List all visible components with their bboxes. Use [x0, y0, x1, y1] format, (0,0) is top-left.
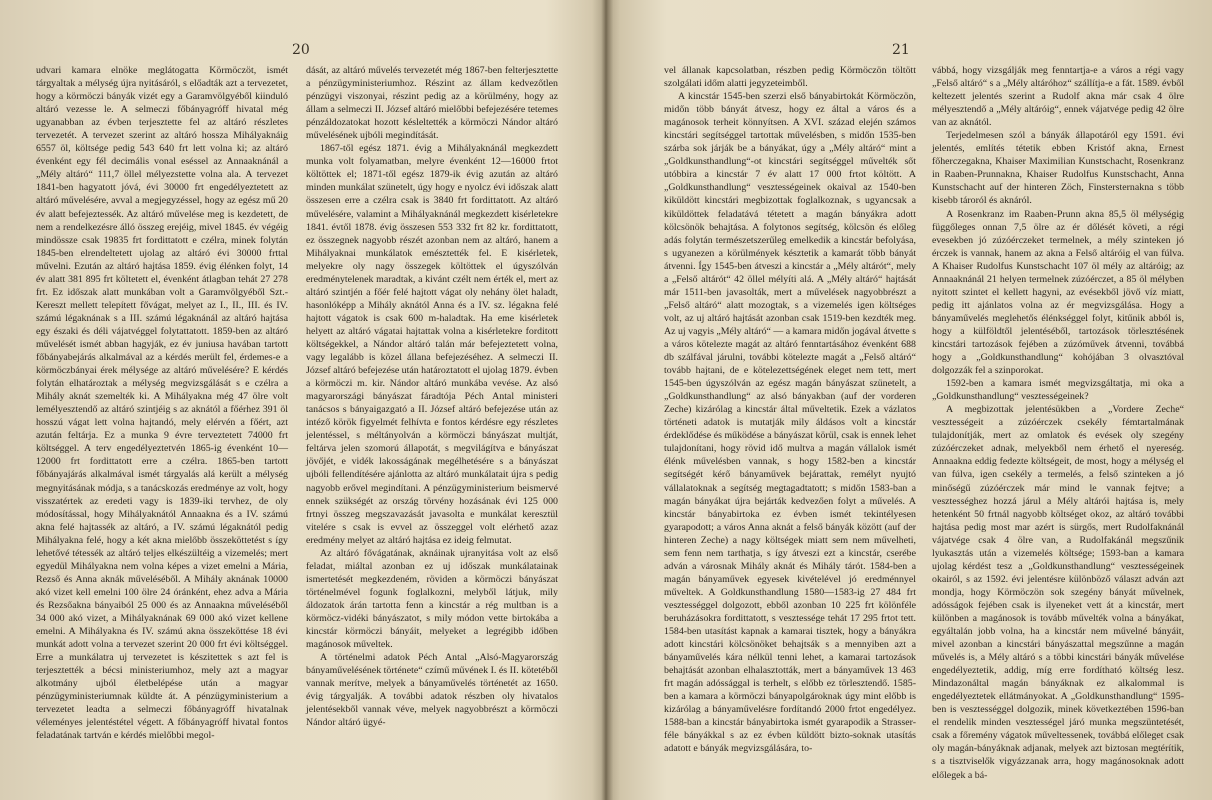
paragraph: Az altáró fővágatának, aknáinak ujranyitása volt az első feladat, miáltal azonban ez uj időszak munkálatainak ismertetését megkezdeném, röviden a körmöczi bányászat történelmével fogunk foglalkozni, melyből látjuk, mily áldozatok árán tartotta fenn a kincstár a rég multban is a körmöcz-vidéki bányászatot, s mily módon vette birtokába a kincstár körmöczi bányáit, melyeket a legrégibb időben magánosok műveltek. [306, 547, 558, 651]
paragraph: vel állanak kapcsolatban, részben pedig Körmöczön töltött szolgálati időm alatti jegyzeteimből. [664, 65, 916, 90]
left-page [0, 0, 604, 800]
paragraph: Terjedelmesen szól a bányák állapotáról egy 1591. évi jelentés, említés tétetik ebben Kristóf akna, Ernest főherczegakna, Khaiser Maximilian Kunstschacht, Rosenkranz in Raaben-Prunnakna, Khaiser Rudolfus Kunstschacht, Anna Kunstschacht auf der hinteren Zöch, Finstersternakna s több kisebb tároról és aknáról. [932, 130, 1184, 207]
paragraph: udvari kamara elnöke meglátogatta Körmöczöt, ismét tárgyaltak a mélység újra nyitásáról, s előadták azt a tervezetet, hogy a körmöczi bányák vizét egy a Garamvölgyéből kiinduló altáró vezesse le. A selmeczi főbányagróff hivatal még ugyanabban az évben terjesztette fel az altáró részletes tervezetét. A tervezet szerint az altáró hossza Mihályaknáig 6557 öl, költsége pedig 543 640 frt lett volna ki; az altáró évenként egy fél decimális vonal eséssel az Annaaknánál a „Mély altáró“ 111,7 öllel mélyezstette volna ala. A tervezet 1841-ben hagyatott jóvá, évi 30000 frt engedélyeztetett az altáró művelésére, avval a megjegyzéssel, hogy az egész mű 20 év alatt befejeztessék. Az altáró művelése meg is kezdetett, de nem a rendelkezésre álló összeg erejéig, mivel 1845. év végéig mindössze csak 19835 frt fordittatott e czélra, minek folytán 1845-ben elrendeltetett ujolag az altáró évi 30000 frttal művelni. Ezután az altáró hajtása 1859. évig élénken folyt, 14 év alatt 381 895 frt költetett el, évenként átlagban tehát 27 278 frt. Ez időszak alatt munkában volt a Garamvölgyéből Szt.-Kereszt mellett telepített fővágat, melyet az I., II., III. és IV. számú légaknának s a III. számú légaknánál az altáró hajtása egy északi és déli vájatvéggel folytattatott. 1859-ben az altáró művelését ismét abban hagyják, ez év juniusa havában tartott főbányabejárás alkalmával az a kérdés merült fel, érdemes-e a körmöczbányai érek mélysége az altáró művelésére? E kérdés folytán elhatároztak a mélység megvizsgálását s e czélra a Mihály aknát szemelték ki. A Mihályakna még 47 ölre volt lemélyesztendő az altáró szintjéig s az aknától a főérhez 391 öl hosszú vágat lett volna hajtandó, mely elérvén a főért, azt azután feltárja. Ez a munka 9 évre terveztetett 74000 frt költséggel. A terv engedélyeztetvén 1865-ig évenként 10—12000 frt fordittatott erre a czélra. 1865-ben tartott főbányajárás alkalmával ismét tárgyalás alá került a mélység megnyitásának módja, s a tanácskozás eredménye az volt, hogy visszatértek az eredeti vagy is 1839-iki tervhez, de oly módosítással, hogy Mihályaknától Annaakna és a IV. számú akna felé hajtassék az altáró, a IV. számú légaknától pedig Mihályakna felé, hogy a két akna mielőbb összeköttetést s így lehetővé tétessék az altáró teljes elkészültéig a vizemelés; mert egyedül Mihályakna nem volna képes a vizet emelni a Mária, Rezső és Anna aknák műveléséből. A Mihály aknának 10000 akó vizet kell emelni 100 ölre 24 óránként, ehez adva a Mária és Rezsőakna bányaiból 25 000 és az Annaakna műveléséből 34 000 akó vizet, a Mihályaknának 69 000 akó vizet kellene emelni. A Mihályakna és IV. számú akna összeköttése 18 évi munkát adott volna a tervezet szerint 20 000 frt évi költséggel. Erre a munkálatra uj tervezetet is készitettek s azt fel is terjesztették a bécsi ministeriumhoz, mely azt a magyar alkotmány ujból életbelépése után a magyar pénzügyministeriumnak küldte át. A pénzügyministerium a tervezetet leadta a selmeczi főbányagróff hivatalnak véleményes jelentéstétel végett. A főbányagróff hivatal fontos feladatának tartván e kérdés mielőbbi megol- [36, 65, 288, 742]
paragraph: 1592-ben a kamara ismét megvizsgáltatja, mi oka a „Goldkunsthandlung“ vesztességeinek? [932, 378, 1184, 403]
paragraph: 1867-től egész 1871. évig a Mihályaknánál megkezdett munka volt folyamatban, melyre évenként 12—16000 frtot költöttek el; 1871-től egész 1879-ik évig azután az altáró minden munkálat szünetelt, úgy hogy e nyolcz évi időszak alatt összesen erre a czélra csak is 3840 frt fordittatott. Az altáró művelésére, valamint a Mihályaknánál megkezdett kisérletekre 1841. évtől 1878. évig összesen 553 332 frt 82 kr. fordittatott, ez összegnek nagyobb részét azonban nem az altáró, hanem a Mihályaknai munkálatok emésztették fel. E kisérletek, melyekre oly nagy összegek költöttek el úgyszólván eredménytelenek maradtak, a kivánt czélt nem érték el, mert az altáró szintjén a főér felé hajtott vágat oly nehány ölet haladt, hasonlóképp a Mihály aknától Anna és a IV. sz. légakna felé hajtott vágatok is csak 600 m-haladtak. Ha eme kisérletek helyett az altáró vágatai hajtattak volna a kisérletekre forditott költségekkel, a Nándor altáró talán már befejeztetett volna, vagy legalább is közel állana befejezéséhez. A selmeczi II. József altáró befejezése után határoztatott el ujolag 1879. évben a körmöczi m. kir. Nándor altáró munkába vevése. Az alsó magyarországi bányászat fáradtója Péch Antal ministeri tanácsos s bányaigazgató a II. József altáró befejezése után az intéző körök figyelmét felhívta e fontos kérdésre egy részletes jelentéssel, s méltányolván a körmöczi bányászat multját, feltárva jelen szomorú állapotát, s megvilágítva e bányászat jövőjét, e vidék lakosságának megélhetésére s a bányászat ujbóli fellendítésére ajánlotta az altáró munkálatait újra s pedig nagyobb erővel megindítani. A pénzügyministerium beismervé ennek szükségét az ország törvény hozásának évi 125 000 frtnyi összeg megszavazását javasolta e munkálat keresztül vitelére s csak is evvel az összeggel volt elérhető azaz eredmény melyet az altáró hajtása ez ideig felmutat. [306, 143, 558, 546]
left-page-column-1 [36, 64, 288, 742]
right-page [606, 0, 1212, 800]
right-page-column-1 [664, 64, 916, 755]
paragraph: A megbizottak jelentésükben a „Vordere Zeche“ vesztességeit a zúzóérczek csekély fémtartalmának tulajdonítják, mert az omlatok és evések oly szegény zúzóérczeket adnak, melyekből nem érhető el nyereség. Annaakna eddig fedezte költségeit, de most, hogy a mélység el van fúlva, igen csekély a termelés, a felső szinteken a jó minőségű zúzóérczek már mind le vannak fejtve; a vesztességhez hozzá járul a Mély altárói hajtása is, mely hetenként 50 frtnál nagyobb költséget okoz, az altáró további hajtása pedig most mar azért is sürgős, mert Rudolfaknánál vájatvége csak 4 ölre van, a Rudolfakánál megszűnik lyukasztás után a vizemelés költsége; 1593-ban a kamara ujolag kérdést tesz a „Goldkunsthandlung“ vesztességeinek okairól, s az 1592. évi jelentésre különböző választ adván azt mondja, hogy Körmöczön sok szegény bányát művelnek, adósságok fejében csak is ilyeneket vett át a kincstár, mert különben a magánosok is tovább művelték volna a bányákat, egyáltalán jobb volna, ha a kincstár nem művelné bányáit, mivel azonban a kincstári bányászattal megszűnne a magán művelés is, a Mély altáró s a többi kincstári bányák művelése engedélyeztetik, addig, míg erre fordítható költség lesz. Mindazonáltal magán bányáknak ez alkalommal is engedélyeztetek ellátmányokat. A „Goldkunsthandlung“ 1595-ben is vesztességgel dolgozik, minek következtében 1596-ban el rendelik minden vesztességel járó munka megszüntetését, csak a főremény vágatok műveltessenek, továbbá előleget csak oly magán-bányáknak adjanak, melyek azt biztosan megtérítik, s a tisztviselők vigyázzanak arra, hogy magánosoknak adott előlegek a bá- [932, 404, 1184, 781]
paragraph: dását, az altáró művelés tervezetét még 1867-ben felterjesztette a pénzügyministeriumhoz. Részint az állam kedvezőtlen pénzügyi viszonyai, részint pedig az a körülmény, hogy az állam a selmeczi II. József altáró mielőbbi befejezésére tetemes pénzáldozatokat hozott késleltették a körmöczi Nándor altáró művelésének ujbóli megindítását. [306, 65, 558, 142]
paragraph: A történelmi adatok Péch Antal „Alsó-Magyarország bányaművelésének története“ czímű művének I. és II. kötetéből vannak merítve, melyek a bányaművelés történetét az 1650. évig tárgyalják. A további adatok részben oly hivatalos jelentésekből vannak véve, melyek nagyobbrészt a körmöczi Nándor altáró ügyé- [306, 652, 558, 729]
left-page-column-2 [306, 64, 558, 729]
page-number-left: 20 [292, 42, 310, 58]
paragraph: A kincstár 1545-ben szerzi első bányabirtokát Körmöczön, midőn több bányát átvesz, hogy ez által a város és a magánosok terheit könnyítsen. A XVI. század elején számos kincstári segítséggel tartottak művelésben, s midőn 1535-ben szárba sok járják be a bányákat, úgy a „Mély altáró“ mint a „Goldkunsthandlung“-ot kincstári segítséggel művelték sőt utóbbira a kincstár 7 év alatt 17 000 frtot költött. A „Goldkunsthandlung“ vesztességeinek okaival az 1540-ben kiküldött kincstári megbizottak foglalkoznak, s ugyancsak a kiküldöttek feladatává tétetett a magán bányákra adott kölcsönök behajtása. A folytonos segítség, kölcsön és előleg adás folytán természetszerűleg emelkedik a kincstár befolyása, s ugyanezen a körülmények késztetik a kamarát több bányát átvenni. Így 1545-ben átveszi a kincstár a „Mély altárót“, mely a „Felső altárót“ 42 öllel mélyíti alá. A „Mély altáró“ hajtását már 1511-ben javasolták, mert a művelések nagyobbrészt a „Felső altáró“ alatt mozogtak, s a vizemelés igen költséges volt, az uj altáró hajtását azonban csak 1519-ben kezdték meg. Az uj vagyis „Mély altáró“ — a kamara midőn jogával átvette s a város kötelezte magát az altáró fenntartásához évenként 688 db szálfával járulni, további kötelezte magát a „Felső altáró“ tovább hajtani, de e kötelezettségének eleget nem tett, mert 1545-ben úgyszólván az egész magán bányászat szünetelt, a „Goldkunsthandlung“ az alsó bányakban (auf der vorderen Zeche) kizárólag a kincstár által műveltetik. Ezek a vázlatos történeti adatok is mutatják mily áldásos volt a kincstár érdeklődése és működése a bányászat körül, csak is ennek lehet tulajdonítani, hogy rövid idő multva a magán vállalok ismét élénk művelésben vannak, s hogy 1582-ben a kincstár segítségét kérő bányaművek bejárattak, remélyt nyujtó vállalatoknak a segítség megtagadtatott; s midőn 1583-ban a magán bányákat újra bejárták kedvezően folyt a művelés. A kincstár bányabirtoka ez évben ismét tekintélyesen gyarapodott; a város Anna aknát a felső bányák között (auf der hinteren Zeche) a nagy költségek miatt sem nem művelheti, sem fenn nem tarthatja, s így átveszi ezt a kincstár, cserébe adván a városnak Mihály aknát és Mihály tárót. 1584-ben a magán bányaművek egyesek kivételével jó eredménnyel műveltek. A Goldkunsthandlung 1580—1583-ig 27 484 frt vesztességgel dolgozott, ebből azonban 10 225 frt kölönféle beruházásokra fordittatott, s vesztessége tehát 17 295 frtot tett. 1584-ben utasítást kapnak a kamarai tisztek, hogy a bányákra adott kincstári kölcsönöket behajtsák s a mennyiben azt a bányaművelés kára nélkül tenni lehet, a kamarai tartozások behajtását azonban elhalasztották, mert a bányaművek 13 463 frt magán adóssággal is terhelt, s előbb ez törlesztendő. 1585-ben a kamara a körmöczi bányapolgároknak úgy mint előbb is kizárólag a bányaművelésre fordítandó 2000 frtot engedélyez. 1588-ban a kincstár bányabirtoka ismét gyarapodik a Strasser-féle bányákkal s az ez évben küldött bizto-soknak utasítás adatott e bányák megvizsgálására, to- [664, 91, 917, 755]
page-number-right: 21 [892, 42, 910, 58]
right-page-column-2 [932, 64, 1184, 782]
paragraph: A Rosenkranz im Raaben-Prunn akna 85,5 öl mélységig függőleges onnan 7,5 ölre az ér dőlését követi, a régi evesekben jó zúzóérczeket termelnek, a mély szinteken jó érczek is vannak, hanem az akna a Felső altáróig el van fúlva. A Khaiser Rudolfus Kunstschacht 107 öl mély az altáróig; az Annaaknánál 21 helyen termelnek zúzóérczet, a 85 öl mélyben nyitott szintet el kellett hagyni, az evésekből jövő víz miatt, pedig itt ajánlatos volna az ér megvizsgálása. Hogy a bányaművelés meglehetős élénkséggel folyt, kitűnik abból is, hogy a külföldtől jelentéséből, tartozások törlesztésének kincstári tartozások fejében a zúzóművek átvenni, továbbá hogy a „Goldkunsthandlung“ kohójában 3 olvasztóval dolgozzák fel a szinporokat. [932, 208, 1184, 377]
paragraph: vábbá, hogy vizsgálják meg fenntartja-e a város a régi vagy „Felső altáró“ s a „Mély altáróhoz“ szállítja-e a fát. 1589. évből keltezett jelentés szerint a Rudolf akna már csak 4 ölre mélyesztendő a „Mély altáróig“, ennek vájatvége pedig 42 ölre van az aknától. [932, 65, 1184, 129]
